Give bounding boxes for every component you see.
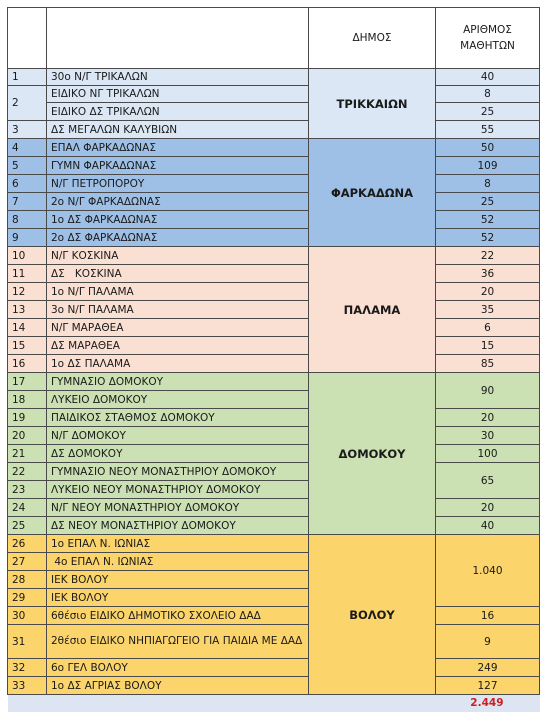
school-name: ΓΥΜΝΑΣΙΟ ΝΕΟΥ ΜΟΝΑΣΤΗΡΙΟΥ ΔΟΜΟΚΟΥ [47,463,309,481]
table-row [8,409,540,427]
school-name: 2ο Ν/Γ ΦΑΡΚΑΔΩΝΑΣ [47,193,309,211]
school-name: 1ο ΔΣ ΑΓΡΙΑΣ ΒΟΛΟΥ [47,677,309,695]
table-row [8,677,540,695]
table-row [8,535,540,553]
header-count: ΑΡΙΘΜΟΣ ΜΑΘΗΤΩΝ [436,8,540,69]
table-row [8,175,540,193]
school-name: ΓΥΜΝ ΦΑΡΚΑΔΩΝΑΣ [47,157,309,175]
school-name: ΔΣ ΝΕΟΥ ΜΟΝΑΣΤΗΡΙΟΥ ΔΟΜΟΚΟΥ [47,517,309,535]
table-row [8,319,540,337]
student-count: 36 [436,265,540,283]
school-name: ΛΥΚΕΙΟ ΔΟΜΟΚΟΥ [47,391,309,409]
table-row [8,659,540,677]
school-name: 1ο ΔΣ ΦΑΡΚΑΔΩΝΑΣ [47,211,309,229]
student-count: 85 [436,355,540,373]
school-name: Ν/Γ ΠΕΤΡΟΠΟΡΟΥ [47,175,309,193]
row-number: 18 [8,391,47,409]
row-number: 21 [8,445,47,463]
row-number: 7 [8,193,47,211]
student-count: 249 [436,659,540,677]
school-name: 3ο Ν/Γ ΠΑΛΑΜΑ [47,301,309,319]
table-row [8,427,540,445]
table-row [8,193,540,211]
school-name: ΔΣ ΚΟΣΚΙΝΑ [47,265,309,283]
table-row [8,625,540,659]
school-name: 1ο Ν/Γ ΠΑΛΑΜΑ [47,283,309,301]
student-count: 22 [436,247,540,265]
row-number: 16 [8,355,47,373]
municipality-cell: ΤΡΙΚΚΑΙΩΝ [309,69,436,139]
school-name: Ν/Γ ΔΟΜΟΚΟΥ [47,427,309,445]
school-name: 2θέσιο ΕΙΔΙΚΟ ΝΗΠΙΑΓΩΓΕΙΟ ΓΙΑ ΠΑΙΔΙΑ ΜΕ ΔΑΔ [47,625,309,659]
row-number: 25 [8,517,47,535]
row-number: 23 [8,481,47,499]
row-number: 22 [8,463,47,481]
row-number: 32 [8,659,47,677]
student-count: 20 [436,499,540,517]
school-name: 30ο Ν/Γ ΤΡΙΚΑΛΩΝ [47,69,309,86]
row-number: 2 [8,86,47,121]
student-count: 25 [436,103,540,121]
school-name: 1ο ΕΠΑΛ Ν. ΙΩΝΙΑΣ [47,535,309,553]
school-name: ΕΙΔΙΚΟ ΝΓ ΤΡΙΚΑΛΩΝ [47,86,309,103]
student-count: 90 [436,373,540,409]
school-name: ΔΣ ΔΟΜΟΚΟΥ [47,445,309,463]
row-number: 29 [8,589,47,607]
table-row [8,607,540,625]
student-count: 16 [436,607,540,625]
student-count: 20 [436,409,540,427]
student-count: 40 [436,69,540,86]
row-number: 15 [8,337,47,355]
total-value: 2.449 [470,697,504,710]
school-name: ΔΣ ΜΕΓΑΛΩΝ ΚΑΛΥΒΙΩΝ [47,121,309,139]
students-table [7,7,540,712]
school-name: Ν/Γ ΚΟΣΚΙΝΑ [47,247,309,265]
student-count: 40 [436,517,540,535]
table-row [8,157,540,175]
row-number: 4 [8,139,47,157]
table-row [8,86,540,103]
student-count: 35 [436,301,540,319]
table-row [8,499,540,517]
row-number: 9 [8,229,47,247]
row-number: 19 [8,409,47,427]
table-row [8,139,540,157]
school-name: 1ο ΔΣ ΠΑΛΑΜΑ [47,355,309,373]
table-row [8,211,540,229]
student-count: 100 [436,445,540,463]
table-row [8,337,540,355]
school-name: ΠΑΙΔΙΚΟΣ ΣΤΑΘΜΟΣ ΔΟΜΟΚΟΥ [47,409,309,427]
table-row [8,121,540,139]
row-number: 17 [8,373,47,391]
school-name: ΛΥΚΕΙΟ ΝΕΟΥ ΜΟΝΑΣΤΗΡΙΟΥ ΔΟΜΟΚΟΥ [47,481,309,499]
student-count: 127 [436,677,540,695]
student-count: 55 [436,121,540,139]
student-count: 9 [436,625,540,659]
municipality-cell: ΠΑΛΑΜΑ [309,247,436,373]
student-count: 8 [436,175,540,193]
row-number: 30 [8,607,47,625]
header-dhmos: ΔΗΜΟΣ [309,8,436,69]
table-row [8,247,540,265]
row-number: 27 [8,553,47,571]
table-row [8,463,540,481]
row-number: 31 [8,625,47,659]
school-name: ΙΕΚ ΒΟΛΟΥ [47,589,309,607]
table-row [8,445,540,463]
row-number: 5 [8,157,47,175]
school-name: Ν/Γ ΝΕΟΥ ΜΟΝΑΣΤΗΡΙΟΥ ΔΟΜΟΚΟΥ [47,499,309,517]
municipality-cell: ΔΟΜΟΚΟΥ [309,373,436,535]
total-row [8,695,540,712]
table-row [8,517,540,535]
table-row [8,373,540,391]
student-count: 25 [436,193,540,211]
student-count: 8 [436,86,540,103]
school-name: ΓΥΜΝΑΣΙΟ ΔΟΜΟΚΟΥ [47,373,309,391]
school-name: ΕΙΔΙΚΟ ΔΣ ΤΡΙΚΑΛΩΝ [47,103,309,121]
school-name: ΔΣ ΜΑΡΑΘΕΑ [47,337,309,355]
table-row [8,265,540,283]
table-row [8,229,540,247]
row-number: 26 [8,535,47,553]
row-number: 11 [8,265,47,283]
school-name: ΕΠΑΛ ΦΑΡΚΑΔΩΝΑΣ [47,139,309,157]
header-school [47,8,309,69]
school-name: 6ο ΓΕΛ ΒΟΛΟΥ [47,659,309,677]
table-row [8,301,540,319]
table-row [8,283,540,301]
table-row [8,69,540,86]
student-count: 15 [436,337,540,355]
row-number: 28 [8,571,47,589]
school-name: Ν/Γ ΜΑΡΑΘΕΑ [47,319,309,337]
row-number: 8 [8,211,47,229]
school-name: ΙΕΚ ΒΟΛΟΥ [47,571,309,589]
row-number: 33 [8,677,47,695]
row-number: 6 [8,175,47,193]
municipality-cell: ΒΟΛΟΥ [309,535,436,695]
student-count: 65 [436,463,540,499]
table-row [8,355,540,373]
row-number: 24 [8,499,47,517]
row-number: 13 [8,301,47,319]
municipality-cell: ΦΑΡΚΑΔΩΝΑ [309,139,436,247]
table-row [8,103,540,121]
row-number: 14 [8,319,47,337]
student-count: 52 [436,229,540,247]
student-count: 1.040 [436,535,540,607]
row-number: 20 [8,427,47,445]
school-name: 2ο ΔΣ ΦΑΡΚΑΔΩΝΑΣ [47,229,309,247]
row-number: 10 [8,247,47,265]
header-num [8,8,47,69]
table-body [8,69,540,712]
student-count: 52 [436,211,540,229]
student-count: 20 [436,283,540,301]
school-name: 4ο ΕΠΑΛ Ν. ΙΩΝΙΑΣ [47,553,309,571]
school-name: 6θέσιο ΕΙΔΙΚΟ ΔΗΜΟΤΙΚΟ ΣΧΟΛΕΙΟ ΔΑΔ [47,607,309,625]
row-number: 12 [8,283,47,301]
student-count: 6 [436,319,540,337]
header-row [8,8,540,69]
student-count: 109 [436,157,540,175]
student-count: 50 [436,139,540,157]
row-number: 3 [8,121,47,139]
row-number: 1 [8,69,47,86]
student-count: 30 [436,427,540,445]
